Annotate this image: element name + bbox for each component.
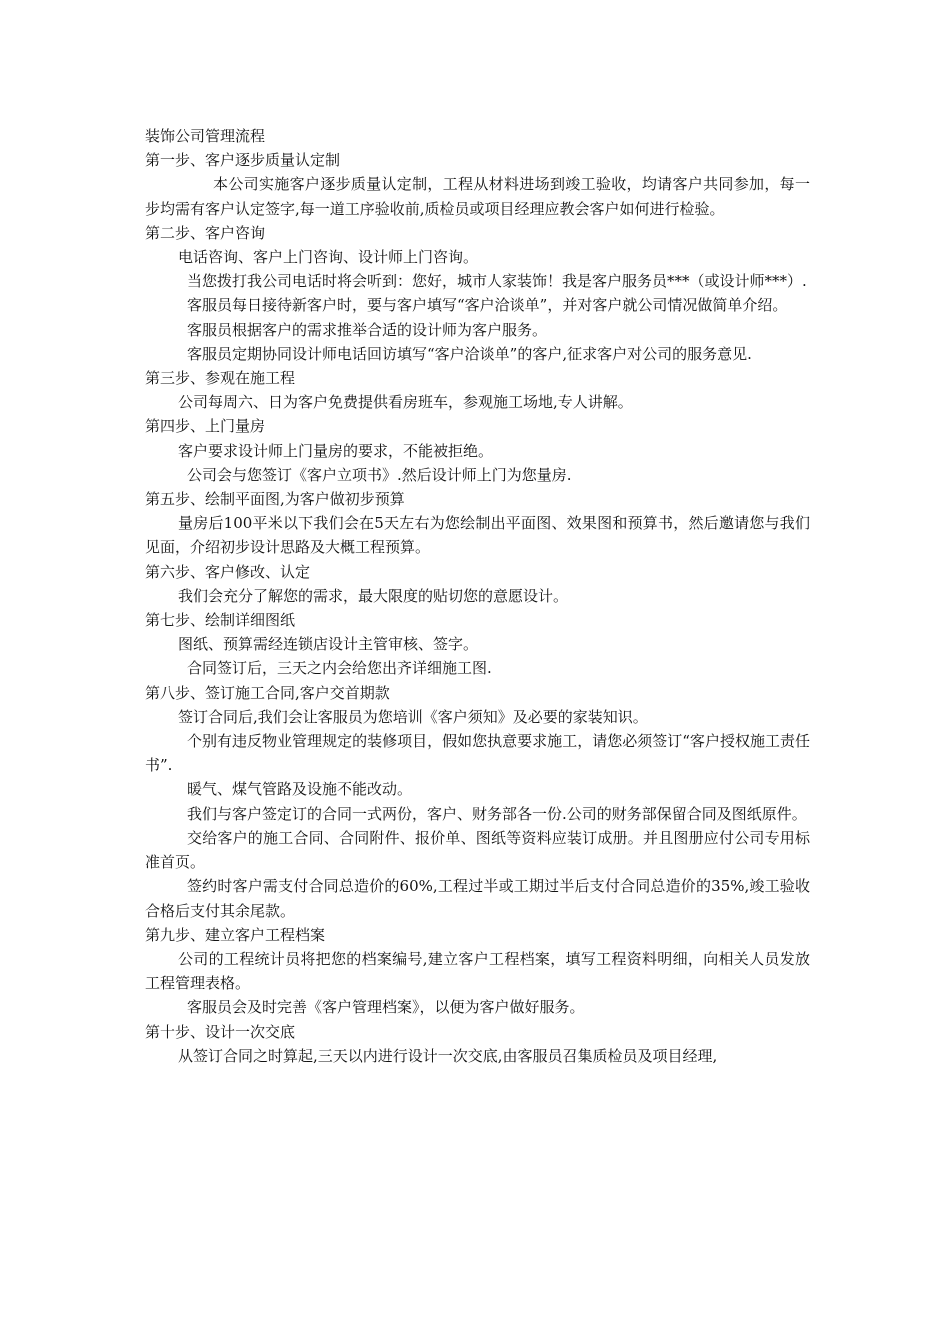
step-8-paragraph-4: 我们与客户签定订的合同一式两份，客户、财务部各一份.公司的财务部保留合同及图纸原件。 (187, 804, 807, 823)
step-5-paragraph-1: 量房后100平米以下我们会在5天左右为您绘制出平面图、效果图和预算书，然后邀请您与我们见面，介绍初步设计思路及大概工程预算。 (145, 514, 810, 557)
step-5-heading: 第五步、绘制平面图,为客户做初步预算 (145, 490, 405, 509)
step-8-paragraph-5: 交给客户的施工合同、合同附件、报价单、图纸等资料应装订成册。并且图册应付公司专用标准首页。 (145, 828, 810, 872)
document-page (145, 124, 810, 1068)
step-3-paragraph-1: 公司每周六、日为客户免费提供看房班车，参观施工场地,专人讲解。 (178, 393, 633, 412)
step-2-paragraph-1: 电话咨询、客户上门咨询、设计师上门咨询。 (178, 248, 479, 267)
step-6-heading: 第六步、客户修改、认定 (145, 562, 311, 581)
step-10-paragraph-1: 从签订合同之时算起,三天以内进行设计一次交底,由客服员召集质检员及项目经理, (178, 1046, 718, 1065)
step-8-heading: 第八步、签订施工合同,客户交首期款 (145, 683, 390, 702)
step-6-paragraph-1: 我们会充分了解您的需求，最大限度的贴切您的意愿设计。 (178, 586, 569, 605)
step-8-paragraph-1: 签订合同后,我们会让客服员为您培训《客户须知》及必要的家装知识。 (178, 707, 648, 726)
document-title: 装饰公司管理流程 (145, 127, 266, 145)
step-4-paragraph-2: 公司会与您签订《客户立项书》.然后设计师上门为您量房. (187, 465, 572, 484)
step-2-paragraph-2: 当您拨打我公司电话时将会听到：您好，城市人家装饰！我是客户服务员***（或设计师***）. (187, 272, 807, 291)
step-9-heading: 第九步、建立客户工程档案 (145, 925, 326, 944)
step-9-paragraph-2: 客服员会及时完善《客户管理档案》，以便为客户做好服务。 (187, 998, 585, 1017)
step-1-paragraph-1: 本公司实施客户逐步质量认定制，工程从材料进场到竣工验收，均请客户共同参加，每一步均需有客户认定签字,每一道工序验收前,质检员或项目经理应教会客户如何进行检验。 (145, 175, 810, 218)
step-8-paragraph-3: 暖气、煤气管路及设施不能改动。 (187, 780, 413, 799)
step-8-paragraph-2: 个别有违反物业管理规定的装修项目，假如您执意要求施工，请您必须签订“客户授权施工责任书”. (145, 732, 810, 775)
step-4-heading: 第四步、上门量房 (145, 417, 266, 436)
step-7-paragraph-1: 图纸、预算需经连锁店设计主管审核、签字。 (178, 635, 479, 654)
step-2-paragraph-3: 客服员每日接待新客户时，要与客户填写“客户洽谈单”，并对客户就公司情况做简单介绍。 (187, 296, 788, 315)
step-8-paragraph-6: 签约时客户需支付合同总造价的60%,工程过半或工期过半后支付合同总造价的35%,竣工验收合格后支付其余尾款。 (145, 877, 810, 920)
step-2-paragraph-5: 客服员定期协同设计师电话回访填写“客户洽谈单”的客户,征求客户对公司的服务意见. (187, 344, 752, 363)
step-4-paragraph-1: 客户要求设计师上门量房的要求，不能被拒绝。 (178, 441, 494, 460)
step-7-heading: 第七步、绘制详细图纸 (145, 611, 296, 630)
step-9-paragraph-1: 公司的工程统计员将把您的档案编号,建立客户工程档案，填写工程资料明细，向相关人员发放工程管理表格。 (145, 949, 810, 993)
step-10-heading: 第十步、设计一次交底 (145, 1022, 296, 1041)
step-1-heading: 第一步、客户逐步质量认定制 (145, 151, 341, 170)
step-3-heading: 第三步、参观在施工程 (145, 369, 296, 388)
step-2-heading: 第二步、客户咨询 (145, 223, 266, 242)
step-7-paragraph-2: 合同签订后，三天之内会给您出齐详细施工图. (187, 659, 492, 678)
step-2-paragraph-4: 客服员根据客户的需求推举合适的设计师为客户服务。 (187, 320, 548, 339)
